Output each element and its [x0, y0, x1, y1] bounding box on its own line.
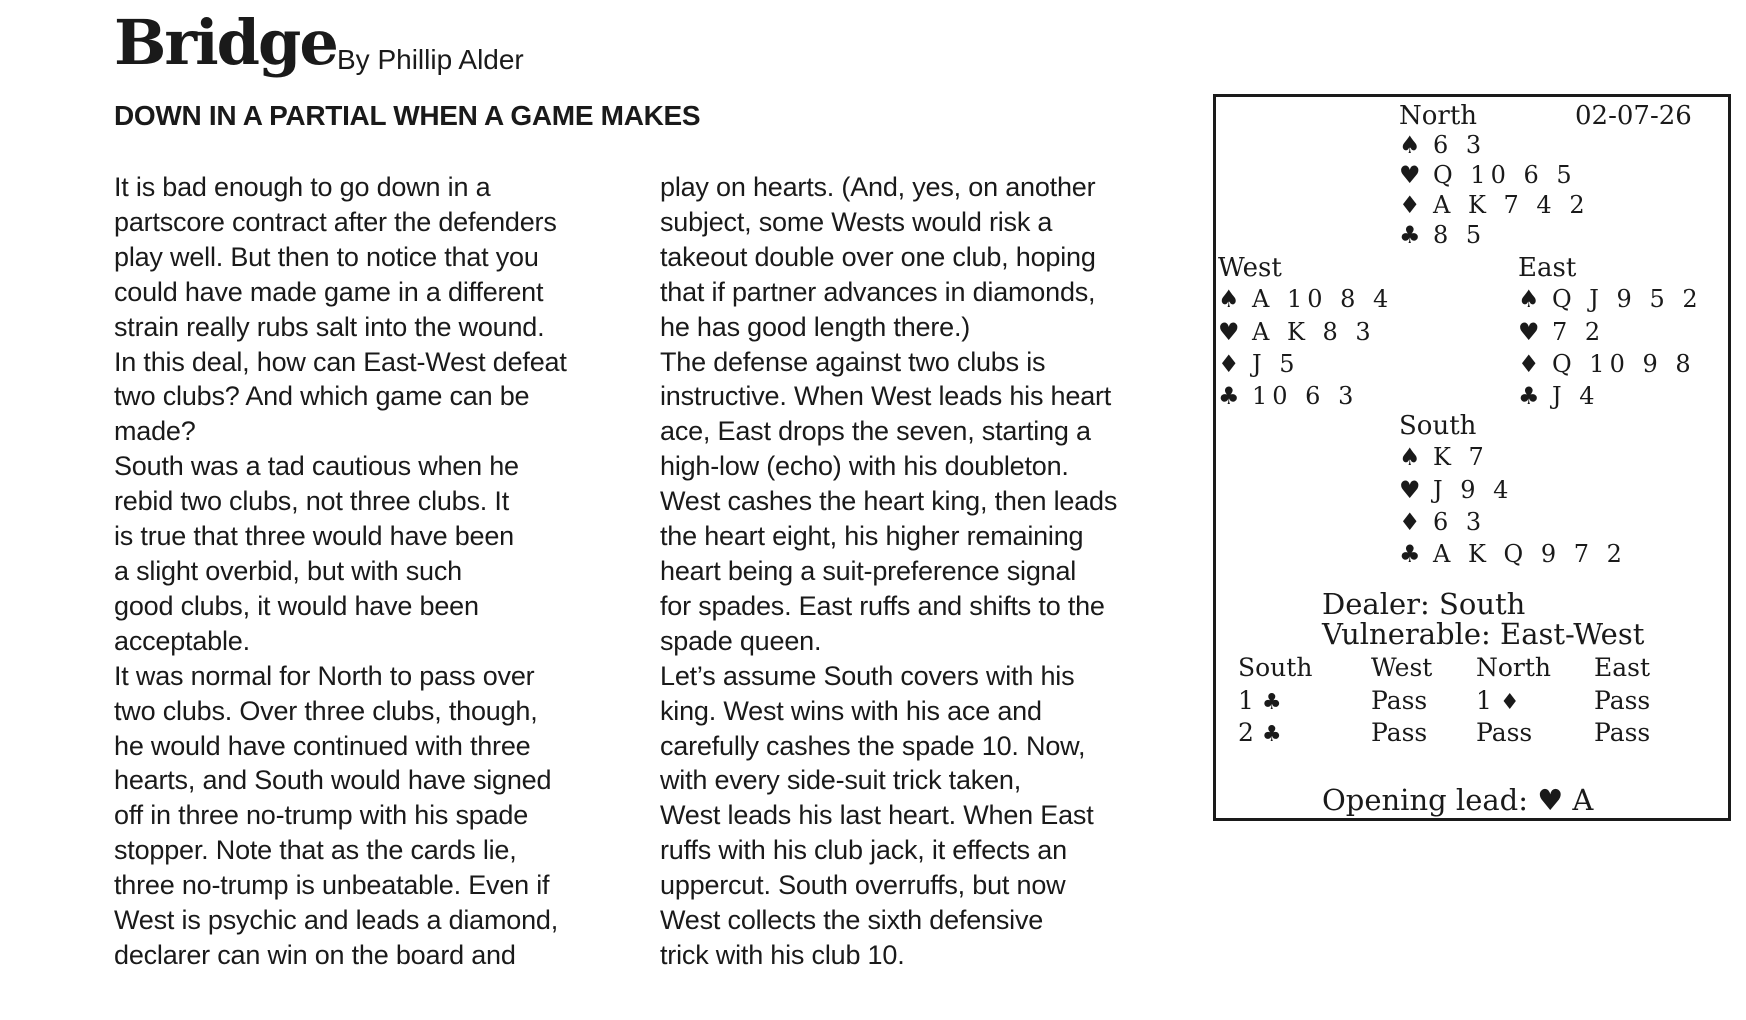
east-diamonds: ♦ Q 10 9 8	[1518, 350, 1696, 378]
article-line: ruffs with his club jack, it effects an	[660, 835, 1067, 866]
auction-bid: 1 ♣	[1238, 686, 1282, 715]
diamond-icon: ♦	[1499, 690, 1520, 715]
diamond-icon: ♦	[1399, 508, 1421, 536]
north-clubs: ♣ 8 5	[1399, 221, 1487, 249]
auction-header: West	[1371, 653, 1433, 682]
article-line: uppercut. South overruffs, but now	[660, 870, 1066, 901]
diamond-icon: ♦	[1518, 350, 1540, 378]
opening-lead: Opening lead: ♥ A	[1322, 783, 1594, 817]
article-line: stopper. Note that as the cards lie,	[114, 835, 517, 866]
club-icon: ♣	[1518, 382, 1540, 410]
article-line: could have made game in a different	[114, 276, 544, 307]
auction-header: North	[1476, 653, 1552, 682]
club-icon: ♣	[1399, 221, 1421, 249]
article-line: West cashes the heart king, then leads	[660, 486, 1118, 517]
south-hearts: ♥ J 9 4	[1399, 476, 1514, 504]
west-label: West	[1218, 253, 1282, 283]
article-line: The defense against two clubs is	[660, 346, 1046, 377]
east-spades: ♠ Q J 9 5 2	[1518, 285, 1703, 313]
article-line: play well. But then to notice that you	[114, 241, 539, 272]
article-line: carefully cashes the spade 10. Now,	[660, 730, 1086, 761]
north-label: North	[1399, 101, 1478, 131]
diamond-icon: ♦	[1218, 350, 1240, 378]
heart-icon: ♥	[1518, 318, 1540, 346]
heart-icon: ♥	[1537, 783, 1564, 817]
west-diamonds: ♦ J 5	[1218, 350, 1300, 378]
spade-icon: ♠	[1399, 443, 1421, 471]
south-diamonds: ♦ 6 3	[1399, 508, 1487, 536]
article-line: good clubs, it would have been	[114, 590, 479, 621]
article-line: he has good length there.)	[660, 311, 971, 342]
auction-bid: 1 ♦	[1476, 686, 1520, 715]
article-line: acceptable.	[114, 625, 250, 656]
article-line: declarer can win on the board and	[114, 939, 516, 970]
dealer-line: Dealer: South	[1322, 587, 1526, 621]
west-spades: ♠ A 10 8 4	[1218, 285, 1394, 313]
headline: DOWN IN A PARTIAL WHEN A GAME MAKES	[114, 100, 701, 131]
article-line: rebid two clubs, not three clubs. It	[114, 486, 510, 517]
article-line: king. West wins with his ace and	[660, 695, 1042, 726]
article-line: subject, some Wests would risk a	[660, 206, 1053, 237]
club-icon: ♣	[1261, 722, 1282, 747]
article-line: two clubs? And which game can be	[114, 381, 530, 412]
auction-bid: Pass	[1371, 686, 1428, 715]
article-line: two clubs. Over three clubs, though,	[114, 695, 538, 726]
east-clubs: ♣ J 4	[1518, 382, 1600, 410]
auction-bid: Pass	[1594, 686, 1651, 715]
south-spades: ♠ K 7	[1399, 443, 1489, 471]
article-line: In this deal, how can East-West defeat	[114, 346, 567, 377]
article-line: West collects the sixth defensive	[660, 905, 1044, 936]
west-clubs: ♣ 10 6 3	[1218, 382, 1359, 410]
spade-icon: ♠	[1399, 131, 1421, 159]
article-column-right	[660, 170, 1180, 973]
south-label: South	[1399, 411, 1477, 441]
auction-bid: Pass	[1476, 718, 1533, 747]
article-line: is true that three would have been	[114, 521, 514, 552]
article-line: ace, East drops the seven, starting a	[660, 416, 1091, 447]
article-line: with every side-suit trick taken,	[660, 765, 1022, 796]
auction-bid: Pass	[1371, 718, 1428, 747]
article-line: a slight overbid, but with such	[114, 555, 462, 586]
heart-icon: ♥	[1218, 318, 1240, 346]
north-hearts: ♥ Q 10 6 5	[1399, 161, 1577, 189]
east-hearts: ♥ 7 2	[1518, 318, 1606, 346]
auction-bid: Pass	[1594, 718, 1651, 747]
article-line: the heart eight, his higher remaining	[660, 521, 1084, 552]
north-diamonds: ♦ A K 7 4 2	[1399, 191, 1590, 219]
article-line: for spades. East ruffs and shifts to the	[660, 590, 1105, 621]
article-line: heart being a suit-preference signal	[660, 555, 1077, 586]
article-line: It was normal for North to pass over	[114, 660, 535, 691]
article-line: West is psychic and leads a diamond,	[114, 905, 559, 936]
club-icon: ♣	[1261, 690, 1282, 715]
diamond-icon: ♦	[1399, 191, 1421, 219]
auction-header: South	[1238, 653, 1313, 682]
article-line: made?	[114, 416, 196, 447]
article-line: West leads his last heart. When East	[660, 800, 1094, 831]
article-line: that if partner advances in diamonds,	[660, 276, 1096, 307]
article-line: hearts, and South would have signed	[114, 765, 552, 796]
deal-date: 02-07-26	[1575, 101, 1692, 131]
article-line: trick with his club 10.	[660, 939, 905, 970]
club-icon: ♣	[1218, 382, 1240, 410]
article-line: high-low (echo) with his doubleton.	[660, 451, 1069, 482]
heart-icon: ♥	[1399, 476, 1421, 504]
east-label: East	[1518, 253, 1577, 283]
west-hearts: ♥ A K 8 3	[1218, 318, 1376, 346]
auction-header: East	[1594, 653, 1651, 682]
column-title: Bridge	[114, 6, 337, 79]
article-line: takeout double over one club, hoping	[660, 241, 1096, 272]
article-line: play on hearts. (And, yes, on another	[660, 172, 1096, 202]
north-spades: ♠ 6 3	[1399, 131, 1487, 159]
club-icon: ♣	[1399, 540, 1421, 568]
auction-bid: 2 ♣	[1238, 718, 1282, 747]
article-line: three no-trump is unbeatable. Even if	[114, 870, 550, 901]
article-line: spade queen.	[660, 625, 822, 656]
bridge-deal-diagram	[1213, 94, 1731, 821]
spade-icon: ♠	[1218, 285, 1240, 313]
spade-icon: ♠	[1518, 285, 1540, 313]
article-line: partscore contract after the defenders	[114, 206, 557, 237]
vulnerability-line: Vulnerable: East-West	[1322, 617, 1645, 651]
byline: By Phillip Alder	[337, 44, 524, 75]
article-line: Let’s assume South covers with his	[660, 660, 1075, 691]
article-line: he would have continued with three	[114, 730, 531, 761]
article-line: instructive. When West leads his heart	[660, 381, 1112, 412]
article-line: South was a tad cautious when he	[114, 451, 519, 482]
article-line: off in three no-trump with his spade	[114, 800, 529, 831]
article-column-left	[114, 170, 634, 973]
heart-icon: ♥	[1399, 161, 1421, 189]
article-line: strain really rubs salt into the wound.	[114, 311, 545, 342]
south-clubs: ♣ A K Q 9 7 2	[1399, 540, 1627, 568]
article-line: It is bad enough to go down in a	[114, 172, 491, 202]
